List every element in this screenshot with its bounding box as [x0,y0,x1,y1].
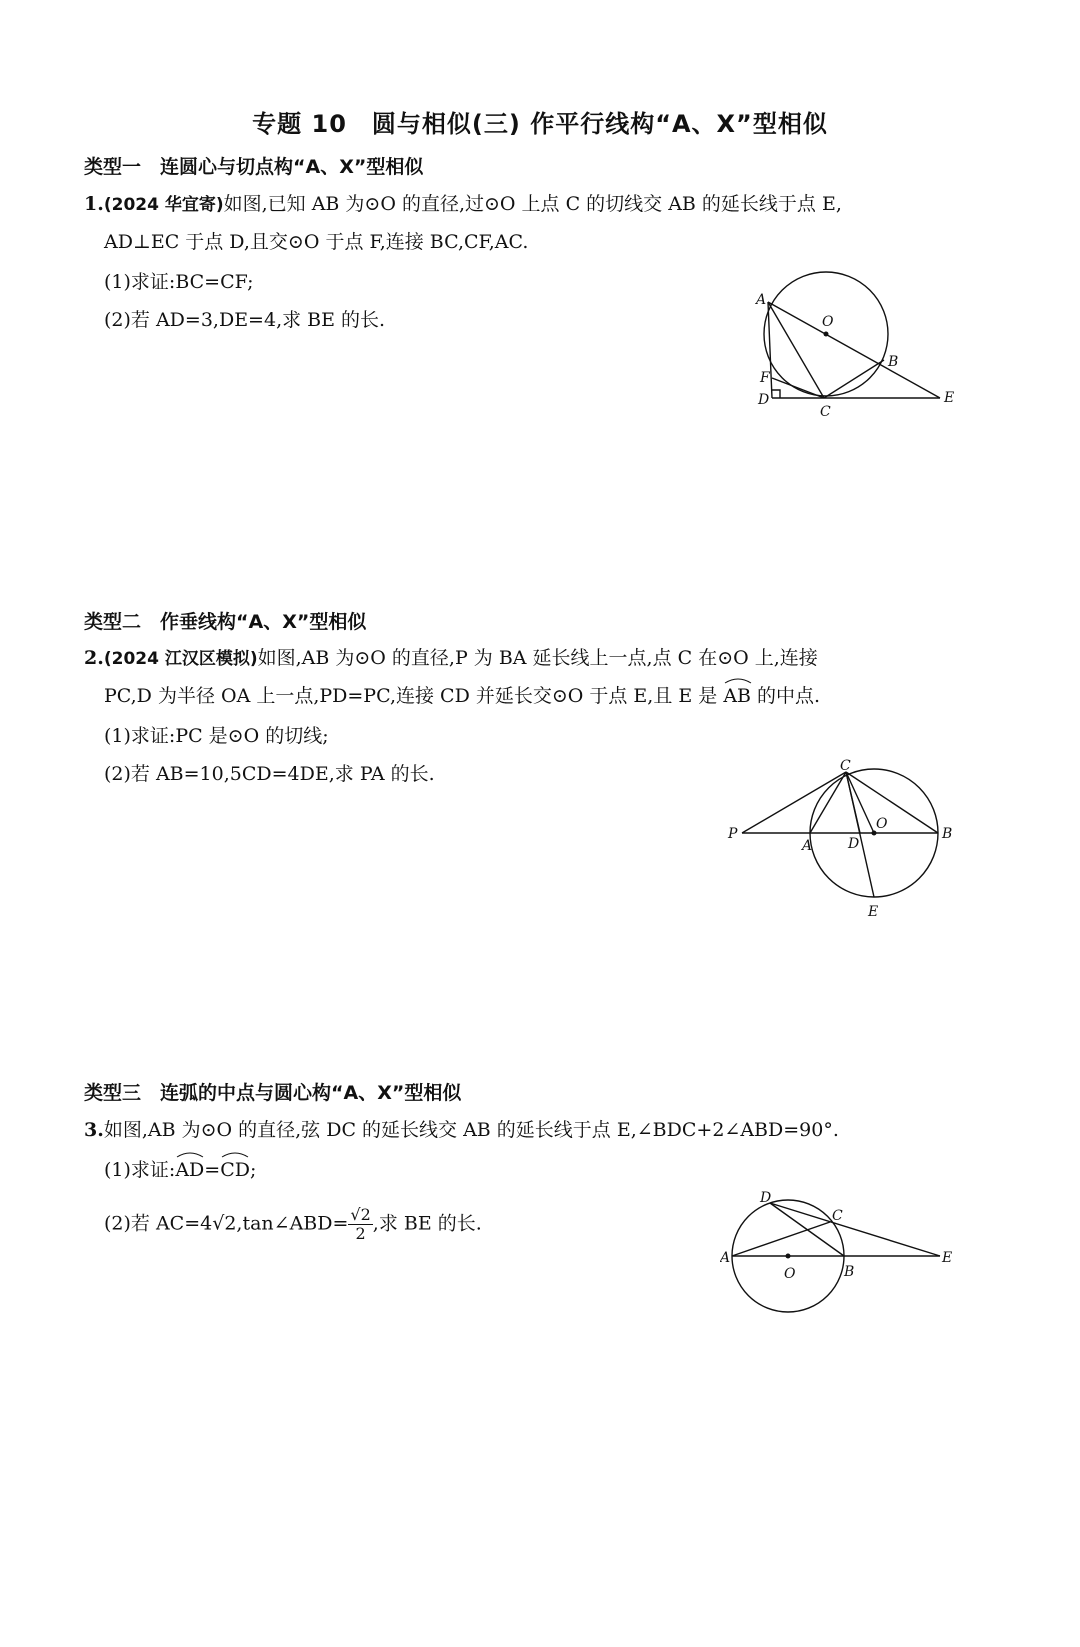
arc-label: AB [723,685,752,707]
center-point [824,332,829,337]
right-angle-mark [772,390,780,398]
part-text: ,求 BE 的长. [372,1212,482,1235]
question-number: 2. [84,647,104,669]
question-1-line-1 [84,190,842,219]
part-text: ; [250,1159,257,1181]
question-3-line-1 [84,1116,839,1144]
line-ac [768,302,824,398]
arc-label: CD [220,1159,250,1181]
label-o: O [784,1266,796,1282]
fraction-numerator: √2 [350,1205,371,1224]
question-2-line-2 [104,682,820,710]
question-1-line-2: AD⊥EC 于点 D,且交⊙O 于点 F,连接 BC,CF,AC. [104,231,529,253]
question-number: 1. [84,193,104,215]
equals-sign: = [204,1159,221,1181]
question-source: (2024 华宜寄) [103,195,224,215]
question-source: (2024 江汉区模拟) [103,649,258,669]
part-text: (2)若 AC=4√2,tan∠ABD= [104,1212,349,1235]
label-c: C [820,404,831,420]
question-1-part-2: (2)若 AD=3,DE=4,求 BE 的长. [104,309,386,331]
question-text: 如图,AB 为⊙O 的直径,弦 DC 的延长线交 AB 的延长线于点 E,∠BDC+2∠ABD=90°. [103,1119,839,1141]
arc-mark [220,1150,250,1158]
question-3-part-1 [104,1156,256,1184]
figure-3 [720,1190,970,1340]
question-text: 如图,AB 为⊙O 的直径,P 为 BA 延长线上一点,点 C 在⊙O 上,连接 [257,647,818,669]
label-d: D [758,392,770,408]
question-3-part-2 [104,1206,482,1243]
question-text: PC,D 为半径 OA 上一点,PD=PC,连接 CD 并延长交⊙O 于点 E,且 E 是 [104,685,724,707]
question-1-part-1: (1)求证:BC=CF; [104,271,254,293]
label-f: F [760,370,770,386]
fraction [348,1206,372,1243]
arc-label: AD [175,1159,205,1181]
label-a: A [802,838,813,854]
label-e: E [868,904,879,920]
label-o: O [822,314,834,330]
page-title: 专题 10 圆与相似(三) 作平行线构“A、X”型相似 [252,110,828,138]
label-d: D [760,1190,772,1206]
section-heading-1: 类型一 连圆心与切点构“A、X”型相似 [84,156,424,178]
label-d: D [848,836,860,852]
section-heading-3: 类型三 连弧的中点与圆心构“A、X”型相似 [84,1082,462,1104]
arc-notation [723,682,751,710]
question-2-part-2: (2)若 AB=10,5CD=4DE,求 PA 的长. [104,763,435,785]
question-2-part-1: (1)求证:PC 是⊙O 的切线; [104,725,329,747]
question-number: 3. [84,1119,104,1141]
label-b: B [844,1264,855,1280]
line-ca [810,772,846,833]
line-bc [824,360,884,398]
line-de [770,1203,940,1256]
arc-mark [723,676,753,684]
label-o: O [876,816,888,832]
label-b: B [888,354,899,370]
center-point [786,1254,791,1259]
line-pc [742,772,846,833]
part-text: (1)求证: [104,1159,176,1181]
label-p: P [728,826,738,842]
label-a: A [720,1250,731,1266]
section-heading-2: 类型二 作垂线构“A、X”型相似 [84,611,367,633]
arc-notation [220,1156,250,1184]
line-cd [846,772,860,833]
question-text: 如图,已知 AB 为⊙O 的直径,过⊙O 上点 C 的切线交 AB 的延长线于点 E, [223,193,842,215]
figure-1 [740,260,980,430]
figure-2 [720,750,970,930]
line-ae [768,302,940,398]
label-b: B [942,826,953,842]
label-e: E [944,390,955,406]
line-ac [732,1222,830,1256]
label-a: A [756,292,767,308]
arc-notation [175,1156,204,1184]
label-c: C [832,1208,843,1224]
question-text: 的中点. [751,685,821,707]
label-e: E [942,1250,953,1266]
arc-mark [175,1150,205,1158]
fraction-denominator: 2 [355,1224,366,1243]
question-2-line-1 [84,644,818,673]
label-c: C [840,758,851,774]
